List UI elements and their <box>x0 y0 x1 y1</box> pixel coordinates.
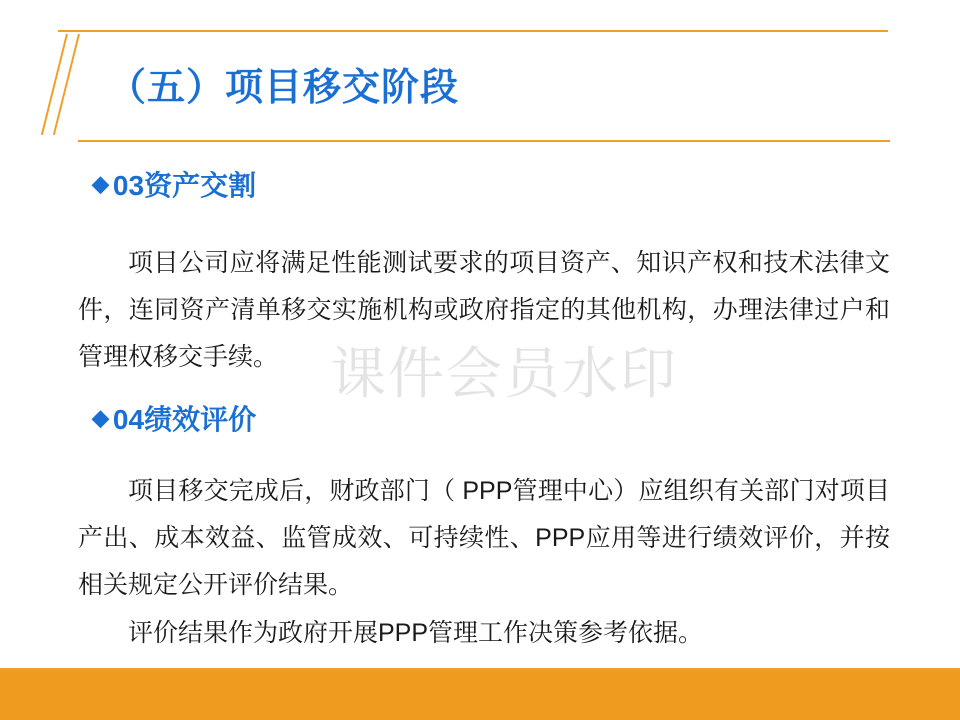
diamond-bullet-icon: ◆ <box>92 405 109 430</box>
section-04-paragraph-1: 项目移交完成后，财政部门（ PPP管理中心）应组织有关部门对项目产出、成本效益、监管成效、可持续性、PPP应用等进行绩效评价，并按相关规定公开评价结果。 <box>78 477 890 599</box>
slash-decoration-icon <box>52 34 98 138</box>
section-heading-04 <box>92 398 256 438</box>
diamond-bullet-icon: ◆ <box>92 171 109 196</box>
section-heading-03-label: 03资产交割 <box>112 170 257 201</box>
section-heading-03 <box>92 164 256 204</box>
bottom-accent-bar <box>0 671 960 720</box>
section-heading-04-label: 04绩效评价 <box>112 404 257 435</box>
title-divider <box>78 140 890 142</box>
section-04-paragraph-2: 评价结果作为政府开展PPP管理工作决策参考依据。 <box>128 619 704 647</box>
page-title: （五）项目移交阶段 <box>108 67 460 109</box>
top-divider <box>58 30 888 32</box>
section-03-paragraph: 项目公司应将满足性能测试要求的项目资产、知识产权和技术法律文件，连同资产清单移交实施机构或政府指定的其他机构，办理法律过户和管理权移交手续。 <box>78 249 890 371</box>
watermark: 课件会员水印 <box>330 342 678 405</box>
